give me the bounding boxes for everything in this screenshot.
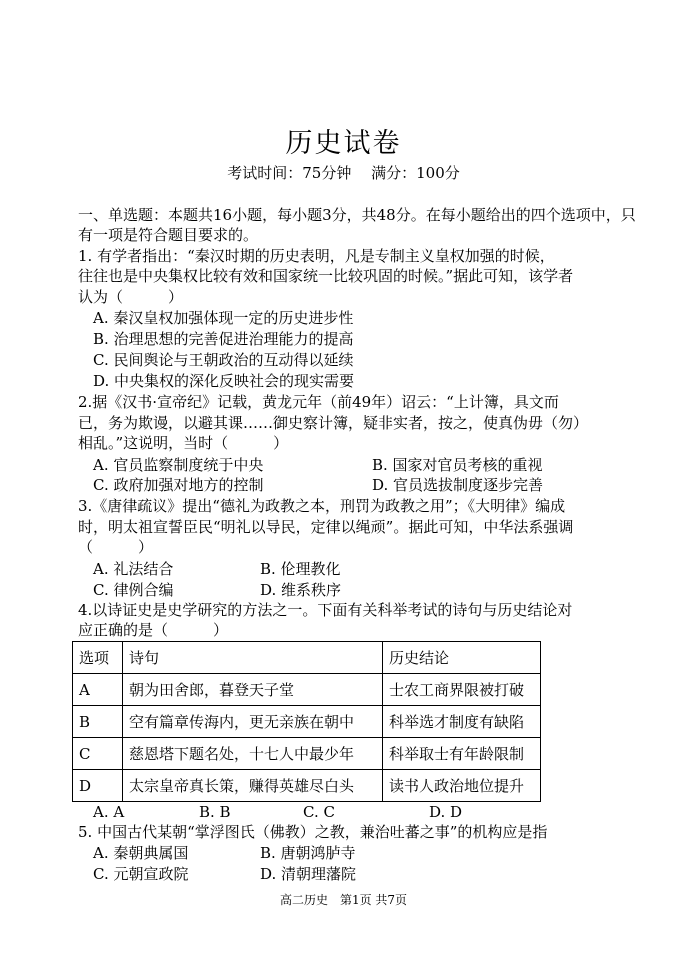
q4-option-b[interactable]: B. B xyxy=(199,803,231,821)
table-cell: 朝为田舍郎，暮登天子堂 xyxy=(123,674,383,706)
q4-option-c[interactable]: C. C xyxy=(303,803,335,821)
q2-option-a[interactable]: A. 官员监察制度统于中央 xyxy=(93,456,264,474)
table-cell: C xyxy=(73,738,123,770)
q1-stem-line-2: 往往也是中央集权比较有效和国家统一比较巩固的时候。”据此可知，该学者 xyxy=(78,267,574,285)
q3-option-a[interactable]: A. 礼法结合 xyxy=(93,560,174,578)
section-instruction-line-2: 有一项是符合题目要求的。 xyxy=(78,226,259,244)
q2-stem-line-3: 相乱。”这说明，当时（ ） xyxy=(78,434,289,452)
table-header-cell: 选项 xyxy=(73,642,123,674)
q3-stem-line-3: （ ） xyxy=(78,538,154,556)
table-cell: 科举取士有年龄限制 xyxy=(383,738,541,770)
table-cell: B xyxy=(73,706,123,738)
table-header-row xyxy=(73,642,541,674)
table-row xyxy=(73,706,541,738)
table-cell: 科举选才制度有缺陷 xyxy=(383,706,541,738)
q5-option-d[interactable]: D. 清朝理藩院 xyxy=(260,865,357,883)
q2-stem-line-2: 已，务为欺谩，以避其课……御史察计簿，疑非实者，按之，使真伪毋（勿） xyxy=(78,414,589,432)
q2-option-b[interactable]: B. 国家对官员考核的重视 xyxy=(372,456,543,474)
q4-stem-line-1: 4.以诗证史是史学研究的方法之一。下面有关科举考试的诗句与历史结论对 xyxy=(78,601,573,619)
q1-option-d[interactable]: D. 中央集权的深化反映社会的现实需要 xyxy=(93,372,355,390)
q2-option-c[interactable]: C. 政府加强对地方的控制 xyxy=(93,476,264,494)
q1-option-c[interactable]: C. 民间舆论与王朝政治的互动得以延续 xyxy=(93,351,354,369)
table-cell: 读书人政治地位提升 xyxy=(383,770,541,802)
table-row xyxy=(73,738,541,770)
q1-stem-line-3: 认为（ ） xyxy=(78,288,184,306)
table-cell: A xyxy=(73,674,123,706)
q5-option-b[interactable]: B. 唐朝鸿胪寺 xyxy=(260,844,356,862)
q5-stem-line-1: 5. 中国古代某朝“掌浮图氏（佛教）之教，兼治吐蕃之事”的机构应是指 xyxy=(78,823,548,841)
q3-stem-line-1: 3.《唐律疏议》提出“德礼为政教之本，刑罚为政教之用”；《大明律》编成 xyxy=(78,497,566,515)
table-header-cell: 诗句 xyxy=(123,642,383,674)
table-cell: 太宗皇帝真长策，赚得英雄尽白头 xyxy=(123,770,383,802)
q5-option-c[interactable]: C. 元朝宣政院 xyxy=(93,865,189,883)
q4-option-a[interactable]: A. A xyxy=(93,803,125,821)
table-cell: D xyxy=(73,770,123,802)
q1-option-b[interactable]: B. 治理思想的完善促进治理能力的提高 xyxy=(93,330,354,348)
q4-stem-line-2: 应正确的是（ ） xyxy=(78,621,229,639)
table-cell: 空有篇章传海内，更无亲族在朝中 xyxy=(123,706,383,738)
page-title: 历史试卷 xyxy=(285,128,402,159)
q4-table xyxy=(72,641,541,802)
q2-stem-line-1: 2.据《汉书·宣帝纪》记载，黄龙元年（前49年）诏云：“上计簿，具文而 xyxy=(78,393,559,411)
q5-option-a[interactable]: A. 秦朝典属国 xyxy=(93,844,189,862)
q3-option-b[interactable]: B. 伦理教化 xyxy=(260,560,341,578)
table-row xyxy=(73,770,541,802)
q3-option-c[interactable]: C. 律例合编 xyxy=(93,581,174,599)
table-cell: 慈恩塔下题名处，十七人中最少年 xyxy=(123,738,383,770)
table-cell: 士农工商界限被打破 xyxy=(383,674,541,706)
q1-stem-line-1: 1. 有学者指出：“秦汉时期的历史表明，凡是专制主义皇权加强的时候， xyxy=(78,247,555,265)
q3-stem-line-2: 时，明太祖宣誓臣民“明礼以导民，定律以绳顽”。据此可知，中华法系强调 xyxy=(78,518,574,536)
table-row xyxy=(73,674,541,706)
q4-option-d[interactable]: D. D xyxy=(429,803,463,821)
q1-option-a[interactable]: A. 秦汉皇权加强体现一定的历史进步性 xyxy=(93,309,354,327)
page-footer: 高二历史 第1页 共7页 xyxy=(279,893,408,907)
q2-option-d[interactable]: D. 官员选拔制度逐步完善 xyxy=(372,476,544,494)
section-instruction-line-1: 一、单选题：本题共16小题，每小题3分，共48分。在每小题给出的四个选项中，只 xyxy=(78,206,636,224)
table-header-cell: 历史结论 xyxy=(383,642,541,674)
exam-info: 考试时间：75分钟 满分：100分 xyxy=(227,164,460,182)
q3-option-d[interactable]: D. 维系秩序 xyxy=(260,581,342,599)
